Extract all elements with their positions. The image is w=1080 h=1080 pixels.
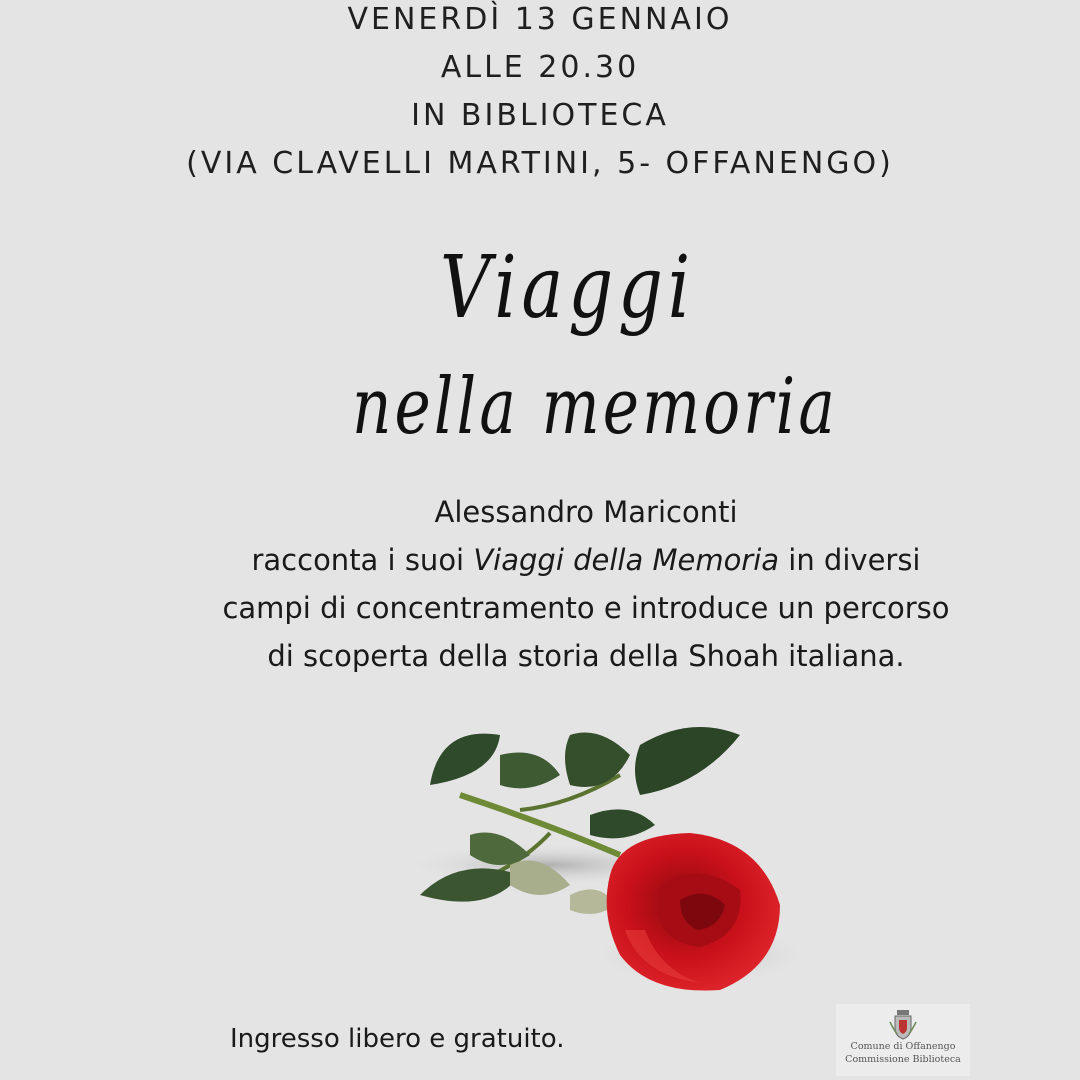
- town-crest-icon: [888, 1008, 918, 1040]
- description-line-3: campi di concentramento e introduce un percorso: [222, 591, 950, 625]
- title-line-1: Viaggi: [440, 238, 695, 338]
- desc-text: racconta i suoi: [251, 543, 474, 577]
- event-header: [0, 0, 1080, 188]
- organizer-logo: [836, 1004, 970, 1076]
- desc-text: in diversi: [779, 543, 921, 577]
- script-title: [0, 235, 1080, 455]
- event-time: ALLE 20.30: [440, 50, 640, 85]
- event-date: VENERDÌ 13 GENNAIO: [347, 2, 733, 37]
- rose-illustration: [400, 715, 820, 1015]
- speaker-name: Alessandro Mariconti: [434, 495, 738, 529]
- event-description: [170, 488, 1002, 680]
- title-line-2: nella memoria: [352, 362, 838, 452]
- description-line-4: di scoperta della storia della Shoah italiana.: [267, 639, 905, 673]
- logo-line-1: Comune di Offanengo: [850, 1041, 956, 1052]
- logo-line-2: Commissione Biblioteca: [845, 1054, 961, 1065]
- description-line-2: [170, 536, 1002, 584]
- desc-italic-title: Viaggi della Memoria: [473, 543, 780, 577]
- event-address: (VIA CLAVELLI MARTINI, 5- OFFANENGO): [186, 146, 894, 181]
- entry-info: Ingresso libero e gratuito.: [230, 1024, 565, 1054]
- event-venue: IN BIBLIOTECA: [411, 98, 669, 133]
